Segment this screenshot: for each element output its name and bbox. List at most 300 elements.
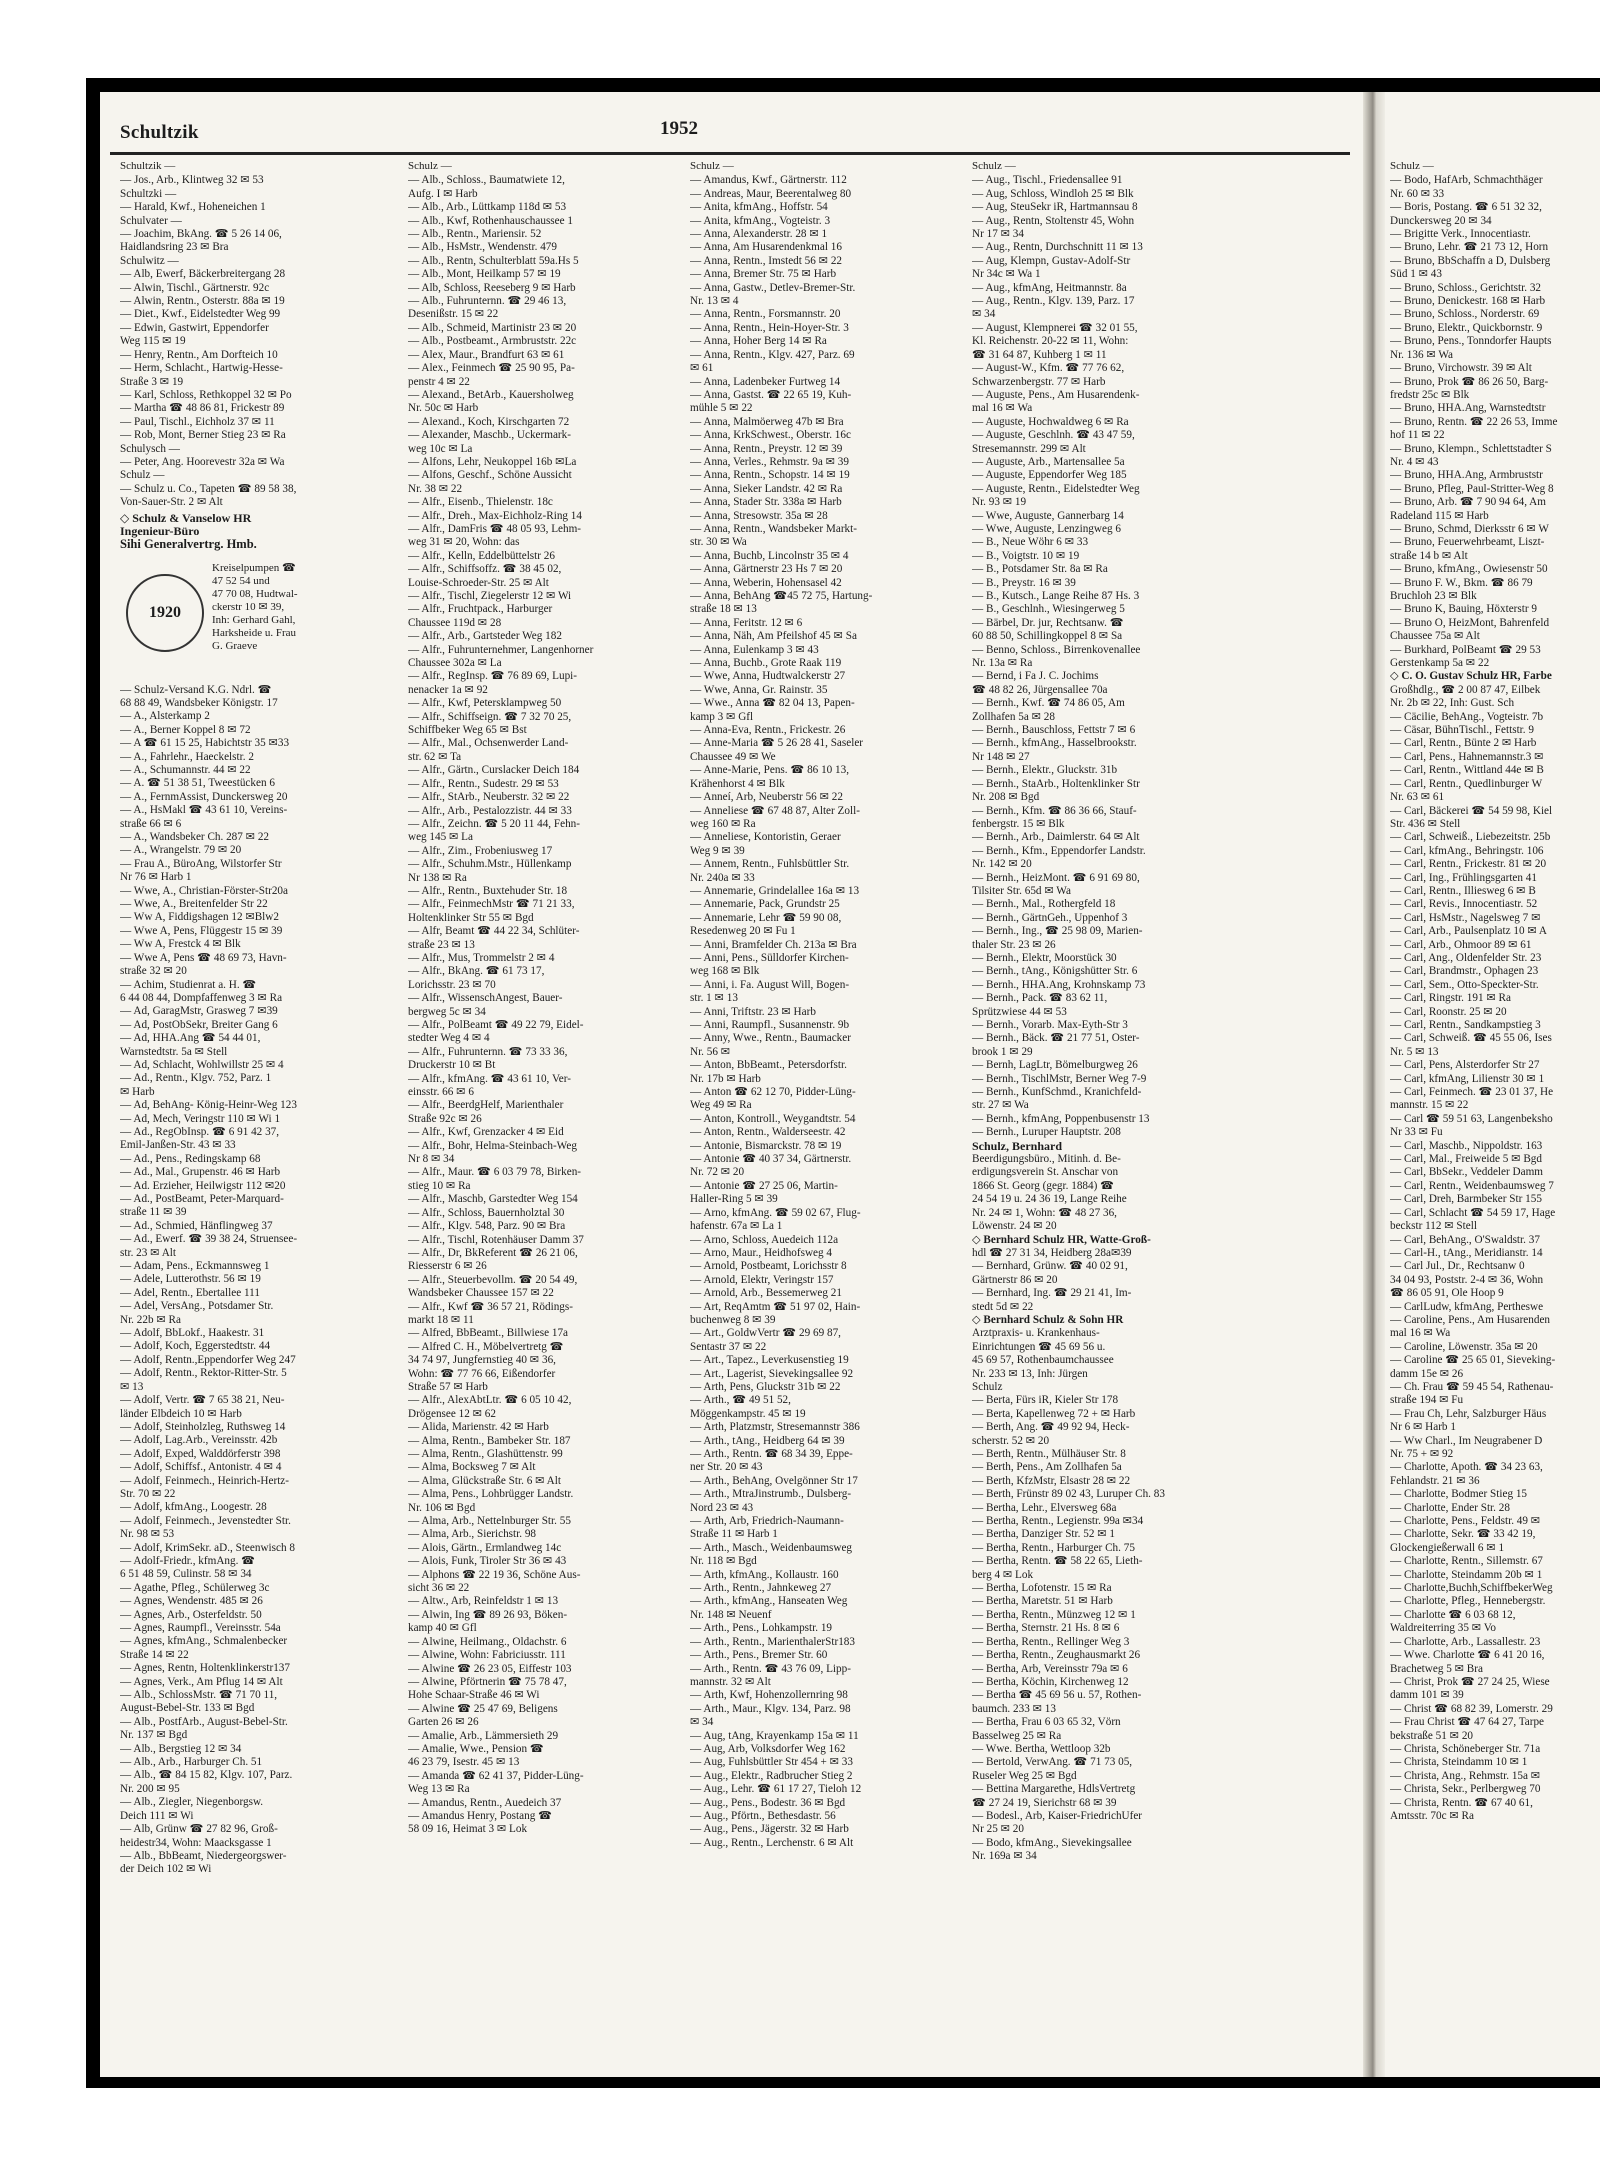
directory-entry: Nr. 5 ✉ 13 <box>1390 1045 1439 1058</box>
directory-entry: — Alfr., Steuerbevollm. ☎ 20 54 49, <box>408 1273 578 1286</box>
directory-entry: — Alfr., WissenschAngest, Bauer- <box>408 992 563 1005</box>
directory-entry: — Charlotte,Buchh,SchiffbekerWeg <box>1390 1582 1553 1595</box>
directory-entry: — Charlotte, Rentn., Sillemstr. 67 <box>1390 1555 1543 1568</box>
directory-entry: mal 16 ✉ Wa <box>1390 1327 1451 1340</box>
directory-entry: berg 4 ✉ Lok <box>972 1568 1034 1581</box>
directory-entry: Nr. 137 ✉ Bgd <box>120 1729 188 1742</box>
directory-entry: länder Elbdeich 10 ✉ Harb <box>120 1407 242 1420</box>
directory-entry: Nr 6 ✉ Harb 1 <box>1390 1421 1456 1434</box>
directory-entry: — Alb., Fuhrunternn. ☎ 29 46 13, <box>408 295 567 308</box>
directory-entry: 47 70 08, Hudtwal- <box>212 587 298 600</box>
directory-entry: Fehlandstr. 21 ✉ 36 <box>1390 1474 1480 1487</box>
directory-entry: Gerstenkamp 5a ✉ 22 <box>1390 657 1490 670</box>
directory-entry: — B., Potsdamer Str. 8a ✉ Ra <box>972 563 1108 576</box>
directory-entry: Nr. 233 ✉ 13, Inh: Jürgen <box>972 1367 1088 1380</box>
directory-entry: — Ad., Pens., Redingskamp 68 <box>120 1152 261 1165</box>
directory-entry: Möggenkampstr. 45 ✉ 19 <box>690 1407 806 1420</box>
directory-entry: straße 18 ✉ 13 <box>690 603 757 616</box>
directory-entry: — Carl Jul., Dr., Rechtsanw 0 <box>1390 1260 1525 1273</box>
directory-entry: — Frau A., BüroAng, Wilstorfer Str <box>120 857 282 870</box>
directory-entry: Nr 8 ✉ 34 <box>408 1153 455 1166</box>
directory-entry: — Alfr., Kwf, Grenzacker 4 ✉ Eid <box>408 1126 564 1139</box>
directory-entry: — Amanda ☎ 62 41 37, Pidder-Lüng- <box>408 1769 584 1782</box>
directory-entry: ✉ Harb <box>120 1085 155 1098</box>
directory-entry: — Alfr., Schloss, Bauernholztal 30 <box>408 1206 565 1219</box>
directory-entry: — Agnes, Wendenstr. 485 ✉ 26 <box>120 1595 263 1608</box>
directory-entry: Straße 57 ✉ Harb <box>408 1380 488 1393</box>
firm-text <box>972 1153 1232 1233</box>
directory-entry: damm 15e ✉ 26 <box>1390 1367 1464 1380</box>
directory-entry: — Adolf, Vertr. ☎ 7 65 38 21, Neu- <box>120 1394 285 1407</box>
directory-entry: — Adolf, Schiffsf., Antonistr. 4 ✉ 4 <box>120 1461 282 1474</box>
directory-entry: Beerdigungsbüro., Mitinh. d. Be- <box>972 1153 1121 1166</box>
directory-entry: — Carl, Feinmech. ☎ 23 01 37, He <box>1390 1086 1554 1099</box>
directory-entry: — Bernh., Arb., Daimlerstr. 64 ✉ Alt <box>972 831 1140 844</box>
directory-entry: Kl. Reichenstr. 20-22 ✉ 11, Wohn: <box>972 335 1129 348</box>
directory-entry: — Alfons, Geschf., Schöne Aussicht <box>408 469 572 482</box>
directory-entry: kamp 3 ✉ Gfl <box>690 710 754 723</box>
directory-entry: Warnstedtstr. 5a ✉ Stell <box>120 1045 228 1058</box>
directory-entry: — Ad, HHA.Ang ☎ 54 44 01, <box>120 1032 261 1045</box>
directory-entry: — Bruno, Lehr. ☎ 21 73 12, Horn <box>1390 241 1549 254</box>
directory-entry: Nr. 106 ✉ Bgd <box>408 1501 476 1514</box>
directory-entry: — Bernh., KunfSchmd., Kranichfeld- <box>972 1086 1142 1099</box>
directory-entry: — Wwe, Anna, Gr. Rainstr. 35 <box>690 683 828 696</box>
directory-entry: Weg 115 ✉ 19 <box>120 335 186 348</box>
directory-entry: — Carl, Rentn., Weidenbaumsweg 7 <box>1390 1179 1554 1192</box>
directory-entry: str. 30 ✉ Wa <box>690 536 747 549</box>
directory-entry: — Antonie, Bismarckstr. 78 ✉ 19 <box>690 1139 842 1152</box>
directory-entry: — Adam, Pens., Eckmannsweg 1 <box>120 1260 270 1273</box>
directory-entry: — Alexand., Koch, Kirschgarten 72 <box>408 415 570 428</box>
directory-entry: — Bodo, kfmAng., Sievekingsallee <box>972 1836 1132 1849</box>
directory-entry: — Arth, Kwf, Hohenzollernring 98 <box>690 1689 848 1702</box>
directory-entry: ✉ 61 <box>690 362 714 375</box>
directory-entry: — Ad, PostObSekr, Breiter Gang 6 <box>120 1018 278 1031</box>
directory-entry: — B., Kutsch., Lange Reihe 87 Hs. 3 <box>972 590 1140 602</box>
directory-entry: — Charlotte, Sekr. ☎ 33 42 19, <box>1390 1528 1536 1541</box>
directory-entry: — Anna, Stresowstr. 35a ✉ 28 <box>690 509 828 522</box>
directory-entry: — Diet., Kwf., Eidelstedter Weg 99 <box>120 308 281 321</box>
directory-entry: — Arth., kfmAng., Hanseaten Weg <box>690 1595 848 1608</box>
directory-entry: Dunckersweg 20 ✉ 34 <box>1390 214 1492 227</box>
directory-entry: — Frau Christ ☎ 47 64 27, Tarpe <box>1390 1716 1545 1729</box>
directory-entry: — Bernh., HeizMont. ☎ 6 91 69 80, <box>972 871 1140 884</box>
directory-entry: — Carl, Brandmstr., Ophagen 23 <box>1390 965 1539 978</box>
directory-entry: weg 168 ✉ Blk <box>690 965 760 978</box>
directory-entry: — Adel, Rentn., Ebertallee 111 <box>120 1286 260 1299</box>
directory-entry: — Bernh., GärtnGeh., Uppenhof 3 <box>972 911 1128 924</box>
directory-entry: — Anna, Rentn., Schopstr. 14 ✉ 19 <box>690 469 850 482</box>
directory-entry: — Annemarie, Grindelallee 16a ✉ 13 <box>690 884 860 897</box>
directory-entry: — Alfr., PolBeamt ☎ 49 22 79, Eidel- <box>408 1019 584 1031</box>
directory-entry: — Anneliese, Kontoristin, Geraer <box>690 831 841 844</box>
directory-entry: Nr. 240a ✉ 33 <box>690 871 755 884</box>
directory-entry: Nr. 63 ✉ 61 <box>1390 791 1445 804</box>
directory-entry: — Peter, Ang. Hoorevestr 32a ✉ Wa <box>120 455 285 468</box>
directory-entry: — Bernd, i Fa J. C. Jochims <box>972 670 1099 683</box>
directory-entry: — Aug., Rentn., Klgv. 139, Parz. 17 <box>972 295 1135 308</box>
directory-entry: Wandsbeker Chaussee 157 ✉ 22 <box>408 1287 554 1300</box>
directory-entry: fredstr 25c ✉ Blk <box>1390 388 1470 401</box>
directory-entry: straße 194 ✉ Fu <box>1390 1394 1464 1407</box>
directory-entry: Brachetweg 5 ✉ Bra <box>1390 1662 1483 1675</box>
directory-entry: — Bertha, Rentn., Harburger Ch. 75 <box>972 1541 1135 1554</box>
directory-entry: hafenstr. 67a ✉ La 1 <box>690 1220 783 1233</box>
directory-entry: — Amalie, Arb., Lämmersieth 29 <box>408 1729 559 1742</box>
directory-entry: — Bernh., HHA.Ang, Krohnskamp 73 <box>972 978 1146 991</box>
directory-entry: — Carl, Arb., Paulsenplatz 10 ✉ A <box>1390 925 1547 938</box>
directory-entry: ✉ 34 <box>972 308 996 321</box>
directory-entry: Garten 26 ✉ 26 <box>408 1716 479 1729</box>
directory-entry: — August-W., Kfm. ☎ 77 76 62, <box>972 362 1125 375</box>
directory-entry: Stresemannstr. 299 ✉ Alt <box>972 442 1086 455</box>
directory-entry: — Wwe A, Pens ☎ 48 69 73, Havn- <box>120 951 287 964</box>
directory-entry: — Adel, VersAng., Potsdamer Str. <box>120 1300 274 1313</box>
directory-entry: — Bodesl., Arb, Kaiser-FriedrichUfer <box>972 1809 1143 1822</box>
directory-entry: Glockengießerwall 6 ✉ 1 <box>1390 1541 1505 1554</box>
directory-entry: — Carl, Rentn., Illiesweg 6 ✉ B <box>1390 884 1536 897</box>
directory-entry: — Alfr., Tischl, Rotenhäuser Damm 37 <box>408 1233 584 1246</box>
directory-entry: — Bruno, Pfleg, Paul-Stritter-Weg 8 <box>1390 482 1554 495</box>
directory-entry: — A., Wrangelstr. 79 ✉ 20 <box>120 844 242 857</box>
directory-entry: str. 62 ✉ Ta <box>408 750 462 763</box>
directory-entry: — Bernhard, Grünw. ☎ 40 02 91, <box>972 1260 1128 1273</box>
directory-entry: — Auguste, Hochwaldweg 6 ✉ Ra <box>972 415 1129 428</box>
directory-entry: — Alma, Rentn., Bambeker Str. 187 <box>408 1434 571 1447</box>
directory-entry: — Bertha, Rentn., Zeughausmarkt 26 <box>972 1649 1141 1662</box>
directory-entry: Harksheide u. Frau <box>212 626 297 639</box>
entry-list <box>690 174 950 1850</box>
directory-entry: — Alfr., FeinmechMstr ☎ 71 21 33, <box>408 898 575 911</box>
firm-subtitle-2: Sihi Generalvertrg. Hmb. <box>120 537 257 552</box>
directory-entry: — Carl, Arb., Ohmoor 89 ✉ 61 <box>1390 938 1532 951</box>
directory-entry: — Alfr., Mal., Ochsenwerder Land- <box>408 737 569 750</box>
directory-entry: Aufg. I ✉ Harb <box>408 187 478 200</box>
directory-entry: sicht 36 ✉ 22 <box>408 1582 470 1595</box>
directory-entry: — Bertold, VerwAng. ☎ 71 73 05, <box>972 1756 1133 1769</box>
directory-entry: straße 32 ✉ 20 <box>120 965 187 978</box>
directory-entry: — Aug., Lehr. ☎ 61 17 27, Tieloh 12 <box>690 1783 862 1796</box>
directory-entry: — Alfred C. H., Möbelvertretg ☎ <box>408 1340 564 1353</box>
directory-entry: — Adolf, BbLokf., Haakestr. 31 <box>120 1327 265 1340</box>
directory-entry: — Bernh., Elektr., Gluckstr. 31b <box>972 764 1118 777</box>
directory-entry: — Martha ☎ 48 86 81, Frickestr 89 <box>120 402 285 415</box>
directory-entry: — Bernh., Kfm., Eppendorfer Landstr. <box>972 844 1146 857</box>
directory-entry: — Bertha, Rentn., Münzweg 12 ✉ 1 <box>972 1608 1136 1621</box>
directory-entry: — Alb., Postbeamt., Armbruststr. 22c <box>408 335 577 348</box>
directory-entry: — Arth., Rentn., Jahnkeweg 27 <box>690 1582 832 1595</box>
directory-entry: Chaussee 119d ✉ 28 <box>408 616 502 629</box>
directory-entry: — A. ☎ 51 38 51, Tweestücken 6 <box>120 777 275 790</box>
directory-entry: — Adele, Lutterothstr. 56 ✉ 19 <box>120 1273 261 1286</box>
directory-entry: — Anna, Bremer Str. 75 ✉ Harb <box>690 268 837 281</box>
directory-entry: — Aug., Pens., Bodestr. 36 ✉ Bgd <box>690 1796 846 1809</box>
directory-entry: straße 14 b ✉ Alt <box>1390 549 1468 562</box>
directory-entry: markt 18 ✉ 11 <box>408 1313 474 1326</box>
directory-entry: — Bertha ☎ 45 69 56 u. 57, Rothen- <box>972 1689 1142 1702</box>
directory-entry: fenbergstr. 15 ✉ Blk <box>972 817 1065 830</box>
directory-entry: — Bruno, Virchowstr. 39 ✉ Alt <box>1390 362 1532 375</box>
directory-entry: Schiffbeker Weg 65 ✉ Bst <box>408 724 527 737</box>
directory-entry: — Alma, Bocksweg 7 ✉ Alt <box>408 1461 536 1474</box>
directory-entry: beckstr 112 ✉ Stell <box>1390 1220 1477 1233</box>
directory-entry: — Carl, Rentn., Quedlinburger W <box>1390 777 1543 790</box>
directory-entry: — A., Wandsbeker Ch. 287 ✉ 22 <box>120 831 270 844</box>
directory-entry: Nr. 38 ✉ 22 <box>408 482 463 495</box>
directory-entry: Straße 92c ✉ 26 <box>408 1112 482 1125</box>
directory-entry: — Burkhard, PolBeamt ☎ 29 53 <box>1390 643 1541 656</box>
directory-entry: — Arth., tAng., Heidberg 64 ✉ 39 <box>690 1434 845 1447</box>
directory-entry: Nr. 142 ✉ 20 <box>972 858 1032 871</box>
directory-entry: Resedenweg 20 ✉ Fu 1 <box>690 925 796 938</box>
directory-entry: — Berth, Pens., Am Zollhafen 5a <box>972 1461 1122 1474</box>
directory-entry: — Alfr., Eisenb., Thielenstr. 18c <box>408 496 553 509</box>
directory-entry: — Amandus, Kwf., Gärtnerstr. 112 <box>690 174 847 187</box>
directory-entry: Straße 11 ✉ Harb 1 <box>690 1528 778 1541</box>
directory-entry: — B., Preystr. 16 ✉ 39 <box>972 576 1076 589</box>
directory-entry: — Anna, Verles., Rehmstr. 9a ✉ 39 <box>690 455 849 468</box>
directory-entry: — Arth., Rentn., MarienthalerStr183 <box>690 1635 855 1648</box>
entry-list-after <box>120 684 380 1877</box>
directory-entry: — Alb., Schmeid, Martinistr 23 ✉ 20 <box>408 321 577 334</box>
directory-entry: — Alfr., Kwf ☎ 36 57 21, Rödings- <box>408 1300 573 1313</box>
directory-entry: — Alfr., BeerdgHelf, Marienthaler <box>408 1099 564 1112</box>
column-head: Schultzik — <box>120 160 176 172</box>
directory-entry: mannstr. 32 ✉ Alt <box>690 1675 771 1688</box>
directory-entry: — Alfr., Fruchtpack., Harburger <box>408 603 553 616</box>
directory-entry: — Alfr., Kwf, Petersklampweg 50 <box>408 697 562 710</box>
column-head: Schulz — <box>972 160 1016 172</box>
directory-entry: Str. 70 ✉ 22 <box>120 1487 176 1500</box>
directory-entry: — Alfr., Maschb, Garstedter Weg 154 <box>408 1193 578 1206</box>
directory-entry: — Alb., Bergstieg 12 ✉ 34 <box>120 1742 242 1755</box>
directory-entry: Arztpraxis- u. Krankenhaus- <box>972 1327 1100 1340</box>
directory-entry: — Bruno, HHA.Ang, Armbruststr <box>1390 469 1543 482</box>
directory-entry: — Berth, Rentn., Mülhäuser Str. 8 <box>972 1448 1126 1460</box>
directory-entry: — Joachim, BkAng. ☎ 5 26 14 06, <box>120 228 282 241</box>
directory-entry: — Bernh., kfmAng., Hasselbrookstr. <box>972 737 1137 750</box>
directory-entry: — Carl, Rentn., Bünte 2 ✉ Harb <box>1390 737 1537 750</box>
directory-entry: — Alfr., Bohr, Helma-Steinbach-Weg <box>408 1139 577 1152</box>
directory-entry: — Alb, Ewerf, Bäckerbreitergang 28 <box>120 268 286 281</box>
directory-entry: — Adolf-Friedr., kfmAng. ☎ <box>120 1554 256 1567</box>
directory-entry: — Aug., Rentn, Durchschnitt 11 ✉ 13 <box>972 241 1143 254</box>
directory-entry: — Alwine ☎ 25 47 69, Beligens <box>408 1702 558 1715</box>
directory-entry: — B., Geschlnh., Wiesingerweg 5 <box>972 603 1125 616</box>
directory-entry: Nr. 2b ✉ 22, Inh: Gust. Sch <box>1390 697 1515 710</box>
directory-entry: Nr. 200 ✉ 95 <box>120 1782 180 1795</box>
directory-entry: — Schulz-Versand K.G. Ndrl. ☎ <box>120 683 272 696</box>
directory-entry: — Anton ☎ 62 12 70, Pidder-Lüng- <box>690 1086 856 1099</box>
directory-entry: — Anna, Stader Str. 338a ✉ Harb <box>690 496 842 509</box>
directory-entry: Deich 111 ✉ Wi <box>120 1809 194 1822</box>
directory-entry: — A., Fahrlehr., Haeckelstr. 2 <box>120 750 254 763</box>
directory-entry: — Alida, Marienstr. 42 ✉ Harb <box>408 1421 549 1434</box>
directory-entry: — Ad., Rentn., Klgv. 752, Parz. 1 <box>120 1072 272 1085</box>
directory-entry: — A ☎ 61 15 25, Habichtstr 35 ✉33 <box>120 737 290 750</box>
directory-entry: — Arth, Arb, Friedrich-Naumann- <box>690 1515 844 1528</box>
directory-entry: — Bruno, Arb. ☎ 7 90 94 64, Am <box>1390 496 1546 509</box>
directory-entry: — Bruno, Schloss., Gerichtstr. 32 <box>1390 281 1542 294</box>
directory-entry: — Anita, kfmAng., Vogteistr. 3 <box>690 214 831 227</box>
directory-entry: — Annem, Rentn., Fuhlsbüttler Str. <box>690 858 850 871</box>
directory-entry: — Alb., Schloss., Baumatwiete 12, <box>408 174 565 187</box>
directory-entry: — Bodo, HafArb, Schmachthäger <box>1390 174 1543 187</box>
directory-entry: — Wwe, A., Breitenfelder Str 22 <box>120 898 268 911</box>
directory-entry: — Adolf, Steinholzleg, Ruthsweg 14 <box>120 1420 286 1433</box>
directory-entry: — Charlotte, Arb., Lassallestr. 23 <box>1390 1635 1541 1648</box>
directory-entry: — Alma, Pens., Lohbrügger Landstr. <box>408 1488 574 1501</box>
directory-entry: 68 88 49, Wandsbeker Königstr. 17 <box>120 696 278 709</box>
directory-entry: — Alfr., Kelln, Eddelbüttelstr 26 <box>408 549 555 562</box>
directory-entry: — Anne-Maria ☎ 5 26 28 41, Saseler <box>690 737 864 750</box>
directory-entry: — Anni, Pens., Sülldorfer Kirchen- <box>690 951 849 964</box>
directory-entry: — Carl, Maschb., Nippoldstr. 163 <box>1390 1139 1543 1152</box>
directory-entry: — Alb., Mont, Heilkamp 57 ✉ 19 <box>408 268 561 281</box>
directory-entry: — Anna, Rentn., Imstedt 56 ✉ 22 <box>690 254 843 267</box>
directory-entry: — Adolf, Rentn.,Eppendorfer Weg 247 <box>120 1353 296 1366</box>
directory-entry: 34 74 97, Jungfernstieg 40 ✉ 36, <box>408 1354 556 1367</box>
directory-entry: — Christ ☎ 68 82 39, Lomerstr. 29 <box>1390 1702 1553 1715</box>
directory-entry: — Bertha, Lehr., Elversweg 68a <box>972 1501 1117 1514</box>
directory-entry: — A., FernmAssist, Dunckersweg 20 <box>120 790 288 803</box>
column-head: Schulz — <box>1390 160 1434 172</box>
directory-entry: — Berth, KfzMstr, Elsastr 28 ✉ 22 <box>972 1474 1131 1487</box>
directory-entry: — Alois, Funk, Tiroler Str 36 ✉ 43 <box>408 1555 567 1568</box>
directory-entry: — Alma, Glückstraße Str. 6 ✉ Alt <box>408 1474 561 1487</box>
directory-entry: — Aug, Klempn, Gustav-Adolf-Str <box>972 254 1131 267</box>
directory-entry: — Anny, Wwe., Rentn., Baumacker <box>690 1032 851 1045</box>
directory-entry: Hohe Schaar-Straße 46 ✉ Wi <box>408 1689 540 1702</box>
directory-entry: — Boris, Postang. ☎ 6 51 32 32, <box>1390 201 1542 214</box>
directory-entry: — Caroline ☎ 25 65 01, Sieveking- <box>1390 1354 1556 1367</box>
directory-entry: — Bruno, Denickestr. 168 ✉ Harb <box>1390 295 1546 308</box>
directory-entry: — Anna, Gärtnerstr 23 Hs 7 ✉ 20 <box>690 563 843 576</box>
directory-entry: — Alfr., Zeichn. ☎ 5 20 11 44, Fehn- <box>408 817 580 830</box>
directory-entry: — Arth., Masch., Weidenbaumsweg <box>690 1541 853 1554</box>
directory-entry: Nr. 60 ✉ 33 <box>1390 187 1445 200</box>
directory-entry: — Jos., Arb., Klintweg 32 ✉ 53 <box>120 174 264 187</box>
directory-entry: — Alexand., BetArb., Kauersholweg <box>408 388 574 401</box>
directory-entry: Nr 17 ✉ 34 <box>972 228 1024 241</box>
directory-entry: Radeland 115 ✉ Harb <box>1390 509 1489 522</box>
directory-entry: — Anna, Rentn., Klgv. 427, Parz. 69 <box>690 348 855 361</box>
directory-entry: — Adolf, Exped, Walddörferstr 398 <box>120 1447 281 1460</box>
directory-entry: ☎ 86 05 91, Ole Hoop 9 <box>1390 1287 1504 1300</box>
directory-entry: Schulysch — <box>120 442 180 455</box>
directory-entry: Druckerstr 10 ✉ Bt <box>408 1059 496 1072</box>
directory-entry: — Ww A, Frestck 4 ✉ Blk <box>120 938 241 951</box>
directory-entry: — Bruno, Schmd, Dierksstr 6 ✉ W <box>1390 522 1549 535</box>
directory-entry: — Carl, Ing., Frühlingsgarten 41 <box>1390 871 1537 884</box>
directory-entry: — Charlotte ☎ 6 03 68 12, <box>1390 1608 1516 1621</box>
column-2 <box>408 160 668 2060</box>
directory-entry: ◇ Bernhard Schulz & Sohn HR <box>972 1313 1124 1326</box>
directory-entry: brook 1 ✉ 29 <box>972 1045 1033 1058</box>
directory-entry: — Alfr., Schiffseign. ☎ 7 32 70 25, <box>408 710 572 723</box>
directory-entry: — Bertha, Danziger Str. 52 ✉ 1 <box>972 1528 1115 1541</box>
directory-entry: — Alois, Gärtn., Ermlandweg 14c <box>408 1541 562 1554</box>
directory-entry: — Anni, i. Fa. August Will, Bogen- <box>690 978 850 991</box>
directory-entry: Krähenhorst 4 ✉ Blk <box>690 777 785 790</box>
directory-entry: — Arth., ☎ 49 51 52, <box>690 1394 791 1407</box>
firm-name: ◇ Schulz & Vanselow HR <box>120 510 252 525</box>
directory-entry: — Wwe, Auguste, Lenzingweg 6 <box>972 522 1121 535</box>
column-head: Schulz — <box>408 160 452 172</box>
directory-entry: — Anni, Bramfelder Ch. 213a ✉ Bra <box>690 938 857 951</box>
directory-entry: — Art., Lagerist, Sievekingsallee 92 <box>690 1367 854 1380</box>
directory-entry: — Alfr., Fuhrunternehmer, Langenhorner <box>408 643 594 656</box>
directory-entry: — Bruno, Klempn., Schlettstadter S <box>1390 442 1552 455</box>
directory-entry: ☎ 31 64 87, Kuhberg 1 ✉ 11 <box>972 348 1107 361</box>
directory-entry: Nord 23 ✉ 43 <box>690 1501 754 1514</box>
directory-entry: — Alwin, Tischl., Gärtnerstr. 92c <box>120 281 270 294</box>
directory-entry: — Christ, Prok ☎ 27 24 25, Wiese <box>1390 1675 1550 1688</box>
directory-entry: — Bertha, Köchin, Kirchenweg 12 <box>972 1675 1129 1688</box>
directory-entry: — August, Klempnerei ☎ 32 01 55, <box>972 321 1138 334</box>
directory-entry: — Alfr., Dr, BkReferent ☎ 26 21 06, <box>408 1246 578 1259</box>
directory-entry: weg 160 ✉ Ra <box>690 817 756 830</box>
directory-entry: — Auguste, Arb., Martensallee 5a <box>972 455 1125 468</box>
directory-entry: Nr. 13a ✉ Ra <box>972 657 1033 670</box>
directory-entry: Süd 1 ✉ 43 <box>1390 268 1442 281</box>
directory-entry: — Bruno K, Bauing, Höxterstr 9 <box>1390 603 1537 616</box>
directory-entry: Nr. 208 ✉ Bgd <box>972 791 1040 804</box>
directory-entry: Drögensee 12 ✉ 62 <box>408 1407 496 1420</box>
directory-entry: — Anneliese ☎ 67 48 87, Alter Zoll- <box>690 804 860 817</box>
directory-entry: — Arth., BehAng, Ovelgönner Str 17 <box>690 1474 858 1487</box>
directory-entry: — Anni, Triftstr. 23 ✉ Harb <box>690 1005 816 1018</box>
directory-entry: — Bernh., Ing., ☎ 25 98 09, Marien- <box>972 925 1143 938</box>
directory-entry: — Ad., PostBeamt, Peter-Marquard- <box>120 1193 284 1205</box>
directory-entry: — Alb., SchlossMstr. ☎ 71 70 11, <box>120 1689 278 1702</box>
directory-entry: — Alfred, BbBeamt., Billwiese 17a <box>408 1327 569 1340</box>
directory-entry: — Antonie ☎ 40 37 34, Gärtnerstr. <box>690 1153 852 1166</box>
directory-entry: Nr. 136 ✉ Wa <box>1390 348 1453 361</box>
directory-entry: — Alfr., Arb., Pestalozzistr. 44 ✉ 33 <box>408 804 572 817</box>
directory-entry: — Altw., Arb, Reinfeldstr 1 ✉ 13 <box>408 1595 559 1608</box>
seal-year: 1920 <box>149 603 181 621</box>
directory-entry: — Bernh., tAng., Königshütter Str. 6 <box>972 965 1138 978</box>
directory-entry: Nr. 72 ✉ 20 <box>690 1166 745 1179</box>
directory-entry: kamp 40 ✉ Gfl <box>408 1622 477 1635</box>
directory-entry: — Bruno, Pens., Tonndorfer Haupts <box>1390 335 1552 348</box>
directory-entry: erdigungsverein St. Anschar von <box>972 1166 1119 1179</box>
directory-entry: Nr 33 ✉ Fu <box>1390 1126 1443 1139</box>
directory-entry: ✉ 34 <box>690 1716 714 1729</box>
directory-entry: — Carl, Rentn., Wittland 44e ✉ B <box>1390 764 1544 777</box>
directory-entry: Nr. 98 ✉ 53 <box>120 1528 175 1541</box>
directory-entry: — Bruno, BbSchaffn a D, Dulsberg <box>1390 254 1551 267</box>
directory-entry: — Anna, BehAng ☎45 72 75, Hartung- <box>690 590 873 602</box>
directory-entry: — Carl, Rentn., Frickestr. 81 ✉ 20 <box>1390 858 1547 871</box>
directory-entry: ☎ 48 82 26, Jürgensallee 70a <box>972 683 1108 696</box>
directory-entry: ◇ C. O. Gustav Schulz HR, Farbe <box>1390 670 1552 683</box>
directory-entry: — Arth., Pens., Bremer Str. 60 <box>690 1649 828 1662</box>
directory-entry: — Alfr., Dreh., Max-Eichholz-Ring 14 <box>408 509 582 522</box>
directory-entry: thaler Str. 23 ✉ 26 <box>972 938 1056 951</box>
directory-entry: — Alfr., StArb., Neuberstr. 32 ✉ 22 <box>408 791 570 804</box>
directory-entry: — Anna, Am Husarendenkmal 16 <box>690 241 842 254</box>
directory-entry: — Annemarie, Pack, Grundstr 25 <box>690 898 840 911</box>
directory-entry: Nr. 118 ✉ Bgd <box>690 1555 757 1568</box>
directory-entry: — Ad, Schlacht, Wohlwillstr 25 ✉ 4 <box>120 1058 284 1071</box>
directory-entry: — Bertha, Frau 6 03 65 32, Vörn <box>972 1716 1121 1729</box>
directory-entry: Nr 138 ✉ Ra <box>408 871 467 884</box>
directory-entry: — Anna, Buchb, Lincolnstr 35 ✉ 4 <box>690 549 849 562</box>
firm-text <box>212 562 380 653</box>
